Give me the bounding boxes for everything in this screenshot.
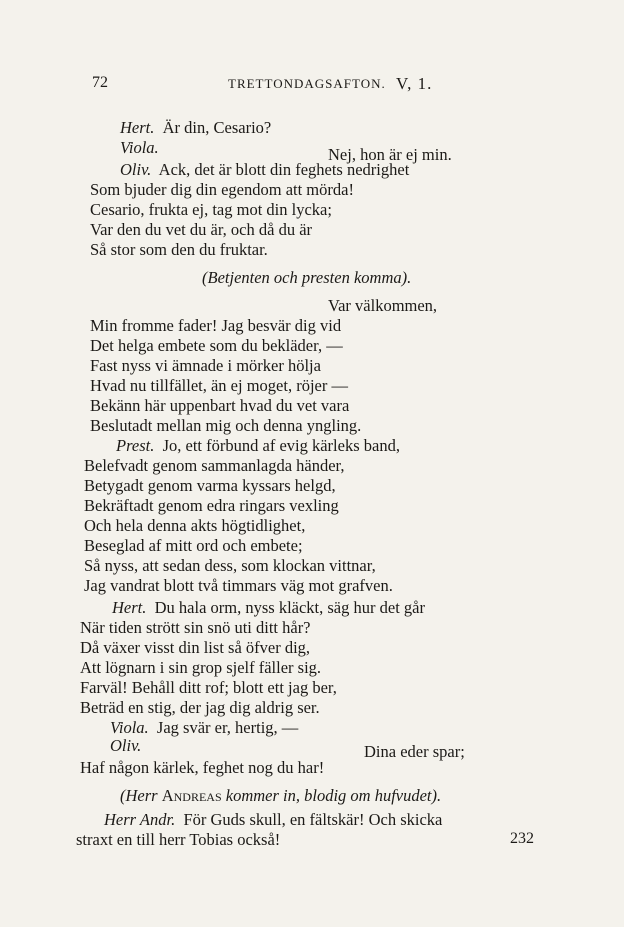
verse-line: straxt en till herr Tobias också! [76, 830, 281, 849]
verse-line [120, 118, 271, 138]
direction-open: (Herr [120, 786, 162, 805]
verse-line [120, 160, 409, 180]
line-text: Du hala orm, nyss kläckt, säg hur det går [154, 598, 425, 617]
direction-rest: kommer in, blodig om hufvudet). [221, 786, 442, 805]
speaker-name: Oliv. [110, 736, 142, 755]
verse-line: Cesario, frukta ej, tag mot din lycka; [90, 200, 332, 219]
speaker-line [120, 138, 159, 158]
verse-line: Beseglad af mitt ord och embete; [84, 536, 303, 555]
speaker-name: Prest. [116, 436, 155, 455]
line-text: För Guds skull, en fältskär! Och skicka [183, 810, 443, 829]
verse-line: Fast nyss vi ämnade i mörker hölja [90, 356, 321, 375]
verse-line: Min fromme fader! Jag besvär dig vid [90, 316, 342, 335]
verse-line: Så nyss, att sedan dess, som klockan vittnar, [84, 556, 376, 575]
printer-signature: 232 [510, 830, 534, 847]
verse-line: Som bjuder dig din egendom att mörda! [90, 180, 354, 199]
verse-line: Hvad nu tillfället, än ej moget, röjer — [90, 376, 348, 395]
verse-line: Dina eder spar; [364, 742, 465, 761]
line-text: Ack, det är blott din feghets nedrighet [158, 160, 410, 179]
character-name: Andreas [161, 786, 222, 805]
speaker-name: Oliv. [120, 160, 152, 179]
act-scene: V, 1. [396, 74, 433, 93]
page-header [92, 74, 472, 98]
line-text: Nej, hon är ej min. [328, 145, 452, 164]
verse-line [112, 598, 425, 618]
verse-line: Var den du vet du är, och då du är [90, 220, 313, 239]
verse-line: När tiden strött sin snö uti ditt hår? [80, 618, 311, 637]
verse-line: Haf någon kärlek, feghet nog du har! [80, 758, 325, 777]
verse-line: Bekräftadt genom edra ringars vexling [84, 496, 339, 515]
verse-line: Att lögnarn i sin grop sjelf fäller sig. [80, 658, 322, 677]
speaker-name: Viola. [120, 138, 159, 157]
page-number: 72 [92, 74, 108, 91]
speaker-name: Hert. [120, 118, 155, 137]
verse-line: Och hela denna akts högtidlighet, [84, 516, 306, 535]
stage-direction [120, 786, 441, 806]
verse-line: Betygadt genom varma kyssars helgd, [84, 476, 336, 495]
verse-line: Det helga embete som du bekläder, — [90, 336, 343, 355]
running-title: TRETTONDAGSAFTON. [228, 76, 386, 91]
verse-line: Var välkommen, [328, 296, 438, 315]
line-text: Jo, ett förbund af evig kärleks band, [162, 436, 400, 455]
verse-line: Då växer visst din list så öfver dig, [80, 638, 311, 657]
verse-line: Jag vandrat blott två timmars väg mot grafven. [84, 576, 393, 595]
verse-line: Belefvadt genom sammanlagda händer, [84, 456, 345, 475]
speaker-line [110, 736, 141, 756]
verse-line: Bekänn här uppenbart hvad du vet vara [90, 396, 350, 415]
verse-line: Farväl! Behåll ditt rof; blott ett jag ber, [80, 678, 337, 697]
speaker-name: Viola. [110, 718, 149, 737]
verse-line [116, 436, 400, 456]
verse-line [110, 718, 298, 738]
stage-direction: (Betjenten och presten komma). [202, 268, 412, 287]
speaker-name: Hert. [112, 598, 147, 617]
verse-line [104, 810, 442, 830]
line-text: Är din, Cesario? [162, 118, 272, 137]
verse-line: Beslutadt mellan mig och denna yngling. [90, 416, 362, 435]
verse-line: Beträd en stig, der jag dig aldrig ser. [80, 698, 320, 717]
line-text: Jag svär er, hertig, — [156, 718, 299, 737]
verse-line: Så stor som den du fruktar. [90, 240, 268, 259]
speaker-name: Herr Andr. [104, 810, 176, 829]
